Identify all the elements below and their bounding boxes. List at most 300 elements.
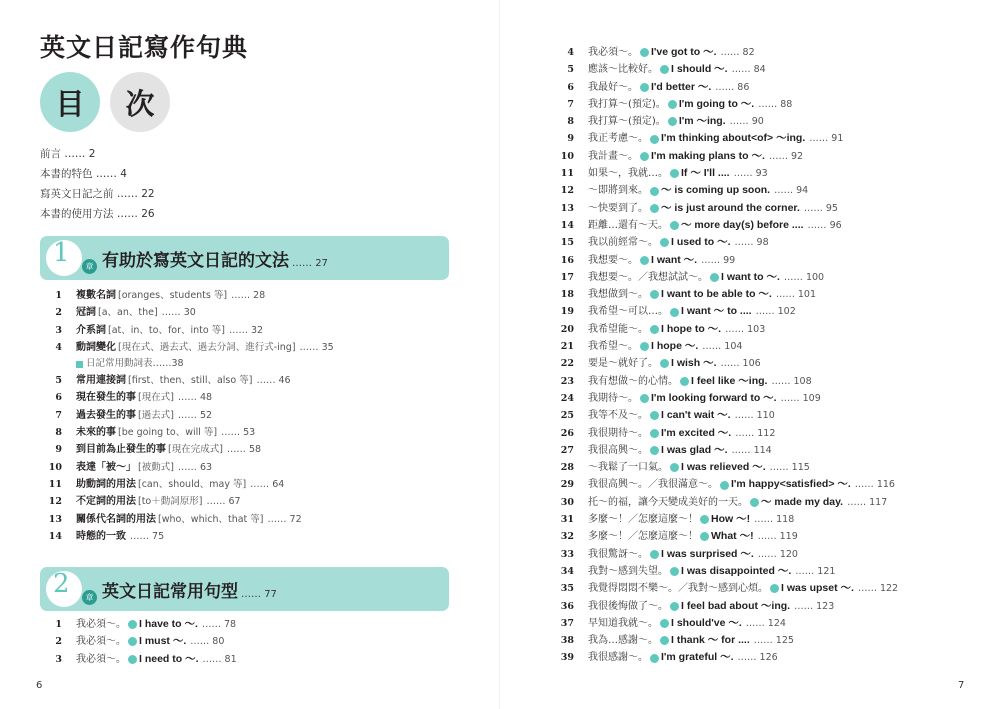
leader-dots: …… — [769, 462, 789, 474]
leader-dots: …… — [701, 254, 721, 266]
bullet-dot-icon — [670, 169, 679, 178]
item-english: What ～! — [711, 530, 754, 543]
item-number: 34 — [560, 565, 574, 577]
leader-dots: …… — [753, 635, 773, 647]
toc-row[interactable] — [552, 130, 898, 147]
item-chinese: ～即將到來。 — [588, 185, 648, 197]
bullet-dot-icon — [650, 135, 659, 144]
item-english: I should've ～. — [671, 616, 742, 629]
bullet-dot-icon — [650, 411, 659, 420]
item-note: [被動式] — [138, 461, 174, 473]
item-note: [oranges、students 等] — [118, 290, 228, 301]
toc-row[interactable] — [40, 407, 334, 424]
chapter-2-list-left — [40, 616, 237, 668]
subrow-label: 日記常用動詞表 — [86, 358, 153, 370]
item-page — [203, 651, 237, 668]
item-number: 14 — [560, 219, 574, 231]
item-english: I'm looking forward to ～. — [651, 391, 777, 404]
leader-dots: …… — [809, 133, 829, 145]
toc-row[interactable] — [40, 493, 334, 510]
page-value: 112 — [757, 427, 776, 439]
toc-row[interactable] — [552, 528, 898, 545]
toc-heading — [40, 72, 180, 134]
toc-row[interactable] — [40, 322, 334, 339]
item-page — [795, 563, 835, 580]
item-page — [725, 321, 765, 338]
bullet-dot-icon — [700, 515, 709, 524]
toc-row[interactable] — [552, 44, 898, 61]
front-matter-title: 前言 — [40, 148, 61, 160]
item-number: 36 — [560, 600, 574, 612]
toc-row[interactable] — [552, 425, 898, 442]
chapter-1-page: …… 27 — [292, 258, 328, 269]
item-page — [758, 528, 798, 545]
item-title: 過去發生的事 — [76, 409, 136, 421]
item-english: I need to ～. — [139, 652, 199, 665]
item-page — [858, 580, 898, 597]
item-number: 6 — [55, 392, 62, 404]
toc-row[interactable] — [552, 598, 898, 615]
leader-dots: …… — [774, 185, 794, 197]
chapter-1-list — [40, 287, 334, 545]
item-page — [754, 511, 794, 528]
bullet-dot-icon — [660, 238, 669, 247]
page-value: 58 — [248, 444, 262, 456]
page-value: 101 — [797, 289, 817, 301]
item-number: 33 — [560, 548, 574, 560]
toc-row[interactable] — [40, 441, 334, 458]
leader-dots: …… — [64, 148, 86, 160]
toc-row[interactable] — [552, 79, 898, 96]
item-title: 複數名詞 — [76, 290, 116, 301]
item-page — [178, 407, 212, 424]
bullet-dot-icon — [660, 359, 669, 368]
toc-row[interactable] — [552, 580, 898, 597]
item-chinese: 我打算～(預定)。 — [588, 116, 666, 128]
item-number: 1 — [55, 290, 62, 301]
item-number: 8 — [567, 116, 574, 128]
item-number: 4 — [55, 341, 62, 353]
item-chinese: 距離…還有～天。 — [588, 219, 668, 231]
item-title: 不定詞的用法 — [76, 496, 136, 508]
toc-row[interactable] — [552, 649, 898, 666]
item-number: 16 — [560, 254, 574, 266]
bullet-dot-icon — [710, 273, 719, 282]
page-value: 48 — [199, 392, 213, 404]
item-english: How ～! — [711, 513, 751, 526]
bullet-dot-icon — [700, 532, 709, 541]
item-chinese: ～快要到了。 — [588, 202, 648, 214]
chapter-2-list-right — [552, 44, 898, 667]
item-english: I was disappointed ～. — [681, 564, 792, 577]
item-english: I thank ～ for .... — [671, 634, 750, 647]
item-note: [現在式、過去式、過去分詞、進行式-ing] — [118, 341, 296, 353]
front-matter-item[interactable] — [40, 184, 155, 204]
page-value: 88 — [780, 98, 793, 110]
item-english: I'm making plans to ～. — [651, 149, 765, 162]
toc-row[interactable] — [552, 338, 898, 355]
item-title: 關係代名詞的用法 — [76, 513, 156, 525]
leader-dots: …… — [729, 116, 749, 128]
toc-row[interactable] — [552, 373, 898, 390]
leader-dots: …… — [734, 410, 754, 422]
item-page — [809, 130, 843, 147]
leader-dots: …… — [715, 81, 735, 93]
page-number-right: 7 — [958, 680, 965, 691]
item-number: 20 — [560, 323, 574, 335]
item-english: I want to ～. — [721, 270, 780, 283]
item-english: I want ～. — [651, 253, 698, 266]
item-number: 32 — [560, 531, 574, 543]
item-title: 冠詞 — [76, 307, 96, 319]
item-chinese: 多麼～！／怎麼這麼～！ — [588, 531, 698, 543]
leader-dots: …… — [226, 444, 246, 456]
leader-dots: …… — [780, 392, 800, 404]
toc-row[interactable] — [552, 234, 898, 251]
right-page — [500, 0, 1000, 709]
item-number: 38 — [560, 635, 574, 647]
page-value: 115 — [791, 462, 810, 474]
toc-row[interactable] — [552, 632, 898, 649]
item-chinese: 我覺得悶悶不樂～。／我對～感到心煩。 — [588, 583, 768, 595]
item-chinese: 我必須～。 — [76, 653, 126, 665]
bullet-dot-icon — [668, 117, 677, 126]
toc-row[interactable] — [40, 633, 237, 650]
item-page — [229, 322, 263, 339]
bullet-dot-icon — [750, 498, 759, 507]
toc-row[interactable] — [552, 511, 898, 528]
leader-dots: …… — [731, 64, 751, 76]
toc-row[interactable] — [40, 616, 237, 633]
item-chinese: 如果～，我就…。 — [588, 168, 668, 180]
bullet-dot-icon — [670, 308, 679, 317]
item-chinese: 托～的福，讓今天變成美好的一天。 — [588, 496, 748, 508]
toc-row[interactable] — [552, 390, 898, 407]
item-note: [a、an、the] — [98, 307, 158, 319]
page-value: 80 — [212, 636, 225, 648]
page-value: 81 — [224, 653, 237, 665]
page-value: 30 — [183, 307, 196, 319]
page-value: 108 — [793, 375, 812, 387]
item-page — [721, 44, 755, 61]
chapter-2-number: 2 — [53, 569, 70, 599]
item-english: I wish ～. — [671, 357, 717, 370]
item-number: 4 — [567, 47, 574, 58]
front-matter-list — [40, 144, 155, 224]
item-english: I'm going to ～. — [678, 97, 755, 110]
toc-row[interactable] — [552, 200, 898, 217]
toc-row[interactable] — [40, 389, 334, 406]
page-value: 117 — [869, 496, 888, 508]
leader-dots: …… — [256, 375, 276, 387]
item-title: 到目前為止發生的事 — [76, 444, 166, 456]
page-value: 46 — [278, 375, 291, 387]
bullet-dot-icon — [640, 394, 649, 403]
page-value: 106 — [742, 358, 761, 370]
item-number: 8 — [55, 427, 62, 439]
toc-row[interactable] — [40, 372, 334, 389]
leader-dots: …… — [190, 636, 210, 648]
leader-dots: …… — [768, 150, 788, 162]
toc-row[interactable] — [552, 321, 898, 338]
leader-dots: …… — [725, 323, 745, 335]
item-chinese: 我希望～可以…。 — [588, 306, 668, 318]
item-chinese: 我最好～。 — [588, 81, 638, 93]
item-page — [732, 442, 772, 459]
item-page — [735, 234, 769, 251]
front-matter-item[interactable] — [40, 144, 155, 164]
bullet-dot-icon — [650, 429, 659, 438]
front-matter-item[interactable] — [40, 164, 155, 184]
front-matter-page: 22 — [141, 188, 155, 200]
item-number: 17 — [560, 271, 574, 283]
leader-dots: …… — [177, 461, 197, 473]
page-value: 100 — [805, 271, 825, 283]
toc-row[interactable] — [552, 546, 898, 563]
item-number: 5 — [567, 64, 574, 76]
item-chinese: 我為…感謝～。 — [588, 635, 658, 647]
item-page — [784, 269, 824, 286]
toc-row[interactable] — [552, 563, 898, 580]
toc-row[interactable] — [552, 165, 898, 182]
item-chinese: 我對～感到失望。 — [588, 565, 668, 577]
page-value: 52 — [199, 409, 213, 421]
page-value: 99 — [723, 254, 736, 266]
bullet-dot-icon — [650, 654, 659, 663]
page-value: 72 — [289, 513, 302, 525]
toc-row[interactable] — [40, 304, 334, 321]
item-number: 12 — [560, 185, 574, 197]
bullet-dot-icon — [660, 619, 669, 628]
toc-row[interactable] — [552, 407, 898, 424]
item-chinese: ～我鬆了一口氣。 — [588, 462, 668, 474]
item-page — [769, 148, 803, 165]
leader-dots: …… — [758, 98, 778, 110]
item-page — [130, 528, 164, 545]
item-page — [300, 339, 334, 356]
page-value: 96 — [829, 219, 842, 231]
item-note: [現在式] — [138, 392, 174, 404]
toc-row[interactable] — [552, 113, 898, 130]
toc-row[interactable] — [552, 269, 898, 286]
toc-row[interactable] — [552, 442, 898, 459]
book-title: 英文日記寫作句典 — [40, 33, 249, 62]
toc-row[interactable] — [40, 339, 334, 356]
page-value: 126 — [759, 652, 778, 664]
toc-row[interactable] — [552, 252, 898, 269]
toc-row[interactable] — [552, 182, 898, 199]
item-number: 10 — [560, 150, 574, 162]
toc-row[interactable] — [40, 424, 334, 441]
toc-heading-char-2: 次 — [110, 72, 170, 132]
item-chinese: 我想要～。 — [588, 254, 638, 266]
page-value: 32 — [250, 324, 264, 336]
front-matter-page: 2 — [88, 148, 96, 160]
leader-dots: …… — [775, 289, 795, 301]
bullet-dot-icon — [670, 463, 679, 472]
toc-row[interactable] — [552, 286, 898, 303]
page-value: 116 — [876, 479, 895, 491]
page-value: 84 — [753, 64, 766, 76]
item-note: [過去式] — [138, 409, 174, 421]
item-english: I feel bad about ～ing. — [681, 599, 791, 612]
item-english: I'd better ～. — [651, 80, 712, 93]
leader-dots: …… — [221, 427, 241, 439]
item-page — [781, 390, 821, 407]
page-value: 94 — [796, 185, 809, 197]
item-chinese: 我打算～(預定)。 — [588, 98, 666, 110]
toc-row[interactable] — [552, 217, 898, 234]
item-chinese: 我希望能～。 — [588, 323, 648, 335]
item-english: I hope ～. — [651, 340, 699, 353]
toc-row[interactable] — [552, 459, 898, 476]
bullet-dot-icon — [128, 637, 137, 646]
bullet-dot-icon — [650, 325, 659, 334]
item-english: I'm excited ～. — [661, 426, 732, 439]
toc-row[interactable] — [552, 148, 898, 165]
item-chinese: 我很高興～。／我很滿意～。 — [588, 479, 718, 491]
item-number: 14 — [48, 530, 62, 542]
item-chinese: 我必須～。 — [588, 47, 638, 58]
page-value: 64 — [272, 478, 285, 490]
item-page — [702, 338, 742, 355]
item-number: 2 — [55, 636, 62, 648]
page-value: 114 — [753, 444, 772, 456]
item-english: I want to be able to ～. — [661, 288, 772, 301]
item-english: I'm thinking about<of> ～ing. — [661, 132, 806, 145]
bullet-dot-icon — [650, 446, 659, 455]
bullet-dot-icon — [770, 584, 779, 593]
front-matter-page: 26 — [141, 208, 155, 220]
item-chinese: 應該～比較好。 — [588, 64, 658, 76]
leader-dots: …… — [737, 652, 757, 664]
item-page — [855, 476, 895, 493]
leader-dots: …… — [177, 409, 197, 421]
bullet-dot-icon — [650, 550, 659, 559]
chapter-1-number: 1 — [53, 238, 70, 268]
item-page — [735, 425, 775, 442]
item-number: 28 — [560, 462, 574, 474]
item-page — [701, 252, 735, 269]
bullet-dot-icon — [668, 100, 677, 109]
leader-dots: …… — [795, 565, 815, 577]
item-title: 動詞變化 — [76, 341, 116, 353]
toc-row[interactable] — [40, 287, 334, 304]
toc-subrow-verb-table[interactable] — [40, 356, 334, 372]
item-number: 39 — [560, 652, 574, 664]
item-chinese: 我必須～。 — [76, 619, 126, 630]
chapter-1-title-text: 有助於寫英文日記的文法 — [102, 251, 289, 271]
toc-row[interactable] — [40, 476, 334, 493]
page-value: 103 — [747, 323, 766, 335]
item-note: [who、which、that 等] — [158, 513, 264, 525]
leader-dots: …… — [783, 271, 803, 283]
item-number: 7 — [567, 98, 574, 110]
leader-dots: …… — [803, 202, 823, 214]
toc-row[interactable] — [552, 96, 898, 113]
toc-row[interactable] — [552, 476, 898, 493]
bullet-dot-icon — [640, 256, 649, 265]
item-number: 19 — [560, 306, 574, 318]
item-chinese: 我很驚訝～。 — [588, 548, 648, 560]
item-page — [256, 372, 290, 389]
toc-row[interactable] — [552, 494, 898, 511]
item-title: 助動詞的用法 — [76, 478, 136, 490]
page-value: 28 — [253, 290, 266, 301]
leader-dots: …… — [754, 514, 774, 526]
page-value: 53 — [243, 427, 256, 439]
page-value: 120 — [779, 548, 798, 560]
item-english: ～ is coming up soon. — [661, 184, 771, 197]
leader-dots: …… — [250, 478, 270, 490]
page-value: 104 — [724, 341, 743, 353]
page-value: 109 — [802, 392, 821, 404]
item-page — [804, 200, 838, 217]
item-english: I feel like ～ing. — [691, 374, 768, 387]
leader-dots: …… — [733, 168, 753, 180]
toc-row[interactable] — [40, 511, 334, 528]
leader-dots: …… — [771, 375, 791, 387]
item-english: I was relieved ～. — [681, 461, 766, 474]
item-number: 11 — [48, 478, 62, 490]
leader-dots: …… — [720, 47, 740, 58]
item-number: 37 — [560, 617, 574, 629]
chapter-1-banner[interactable] — [40, 236, 449, 280]
leader-dots: …… — [757, 548, 777, 560]
item-note: [at、in、to、for、into 等] — [108, 324, 225, 336]
item-chinese: 我等不及～。 — [588, 410, 648, 422]
item-title: 介系詞 — [76, 324, 106, 336]
chapter-2-banner[interactable] — [40, 567, 449, 611]
item-number: 10 — [48, 461, 62, 473]
toc-row[interactable] — [552, 615, 898, 632]
page-value: 102 — [777, 306, 796, 318]
toc-row[interactable] — [40, 528, 334, 545]
item-english: I must ～. — [139, 635, 187, 648]
item-number: 13 — [48, 513, 62, 525]
leader-dots: …… — [228, 324, 248, 336]
bullet-dot-icon — [640, 152, 649, 161]
page-value: 124 — [767, 617, 786, 629]
toc-row[interactable] — [40, 651, 237, 668]
item-page — [250, 476, 284, 493]
page-value: 91 — [831, 133, 844, 145]
item-english: I want ～ to .... — [681, 305, 752, 318]
bullet-dot-icon — [670, 567, 679, 576]
item-title: 現在發生的事 — [76, 392, 136, 404]
item-page — [756, 303, 796, 320]
item-page — [847, 494, 887, 511]
toc-row[interactable] — [552, 303, 898, 320]
leader-dots: …… — [177, 392, 197, 404]
item-page — [758, 96, 792, 113]
bullet-dot-icon — [640, 83, 649, 92]
bullet-dot-icon — [650, 187, 659, 196]
item-page — [190, 633, 224, 650]
front-matter-item[interactable] — [40, 204, 155, 224]
toc-row[interactable] — [552, 61, 898, 78]
item-number: 3 — [55, 653, 62, 665]
toc-row[interactable] — [40, 459, 334, 476]
toc-row[interactable] — [552, 355, 898, 372]
item-english: I was surprised ～. — [661, 547, 754, 560]
item-number: 31 — [560, 514, 574, 526]
bullet-dot-icon — [650, 204, 659, 213]
bullet-dot-icon — [650, 290, 659, 299]
page-value: 75 — [152, 530, 165, 542]
page-value: 67 — [228, 496, 241, 508]
item-page — [206, 493, 240, 510]
